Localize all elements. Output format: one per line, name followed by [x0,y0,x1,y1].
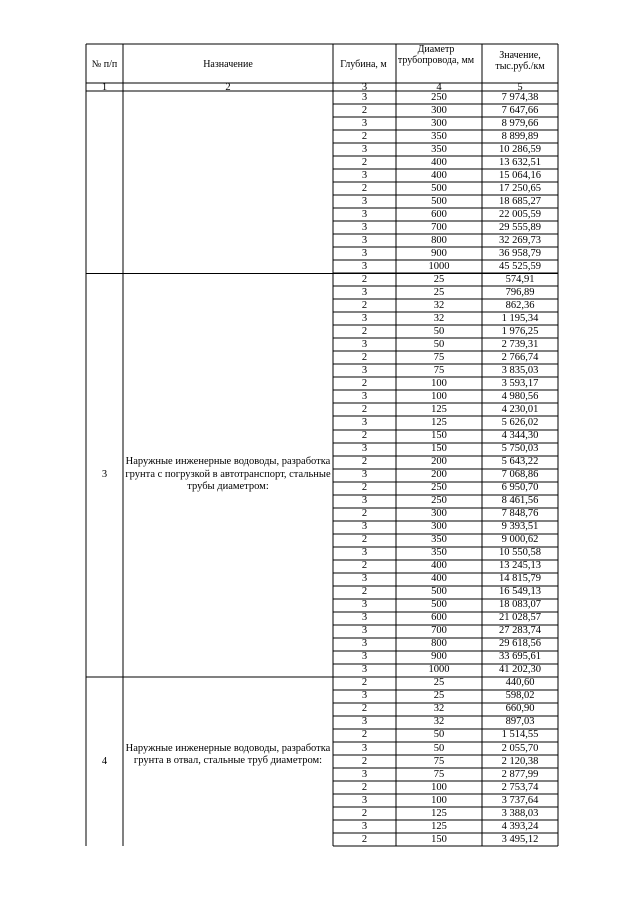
diameter-cell: 125 [431,807,447,819]
depth-cell: 2 [361,456,368,468]
header-depth: Глубина, м [340,59,387,70]
depth-cell: 3 [361,91,368,103]
depth-cell: 3 [361,234,368,246]
value-cell: 3 737,64 [501,794,539,806]
value-cell: 660,90 [505,703,535,715]
depth-cell: 2 [361,508,368,520]
depth-cell: 2 [361,755,368,767]
diameter-cell: 75 [433,768,445,780]
value-cell: 9 000,62 [501,534,539,546]
column-number: 4 [436,82,442,93]
value-cell: 4 230,01 [501,403,539,415]
value-cell: 4 344,30 [501,430,539,442]
depth-cell: 3 [361,443,368,455]
value-cell: 3 388,03 [501,807,539,819]
diameter-cell: 800 [431,234,447,246]
diameter-cell: 350 [431,547,447,559]
diameter-cell: 25 [433,286,445,298]
depth-cell: 3 [361,625,368,637]
header-diameter: Диаметр трубопровода, мм [397,44,475,66]
value-cell: 27 283,74 [499,625,541,637]
depth-cell: 2 [361,430,368,442]
diameter-cell: 200 [431,456,447,468]
depth-cell: 2 [361,299,368,311]
diameter-cell: 500 [431,586,447,598]
diameter-cell: 400 [431,156,447,168]
diameter-cell: 250 [431,91,447,103]
depth-cell: 2 [361,325,368,337]
diameter-cell: 75 [433,351,445,363]
depth-cell: 3 [361,221,368,233]
value-cell: 6 950,70 [501,482,539,494]
header-number: № п/п [91,59,118,70]
depth-cell: 3 [361,117,368,129]
depth-cell: 3 [361,599,368,611]
diameter-cell: 700 [431,221,447,233]
value-cell: 15 064,16 [499,169,541,181]
depth-cell: 3 [361,573,368,585]
depth-cell: 2 [361,482,368,494]
value-cell: 18 083,07 [499,599,541,611]
diameter-cell: 100 [431,377,447,389]
diameter-cell: 700 [431,625,447,637]
diameter-cell: 250 [431,482,447,494]
value-cell: 2 055,70 [501,742,539,754]
depth-cell: 2 [361,104,368,116]
depth-cell: 3 [361,612,368,624]
header-purpose: Назначение [203,59,253,70]
value-cell: 2 739,31 [501,338,539,350]
depth-cell: 2 [361,586,368,598]
depth-cell: 2 [361,534,368,546]
depth-cell: 2 [361,377,368,389]
diameter-cell: 500 [431,599,447,611]
value-cell: 8 979,66 [501,117,539,129]
diameter-cell: 500 [431,182,447,194]
value-cell: 29 555,89 [499,221,541,233]
depth-cell: 3 [361,390,368,402]
depth-cell: 3 [361,208,368,220]
diameter-cell: 300 [431,521,447,533]
diameter-cell: 350 [431,143,447,155]
value-cell: 2 877,99 [501,768,539,780]
depth-cell: 2 [361,351,368,363]
column-number: 5 [517,82,523,93]
diameter-cell: 300 [431,104,447,116]
diameter-cell: 600 [431,208,447,220]
value-cell: 14 815,79 [499,573,541,585]
value-cell: 574,91 [505,273,535,285]
depth-cell: 3 [361,417,368,428]
diameter-cell: 900 [431,651,447,663]
value-cell: 1 976,25 [501,325,539,337]
diameter-cell: 150 [431,833,447,845]
group-number: 4 [101,755,108,767]
group-number: 3 [101,469,108,481]
diameter-cell: 32 [433,299,445,311]
depth-cell: 3 [361,247,368,259]
diameter-cell: 100 [431,794,447,806]
value-cell: 7 647,66 [501,104,539,116]
value-cell: 4 980,56 [501,390,539,402]
diameter-cell: 400 [431,169,447,181]
diameter-cell: 25 [433,273,445,285]
diameter-cell: 500 [431,195,447,207]
value-cell: 16 549,13 [499,586,541,598]
diameter-cell: 125 [431,417,447,428]
value-cell: 36 958,79 [499,247,541,259]
value-cell: 10 286,59 [499,143,541,155]
value-cell: 29 618,56 [499,638,541,650]
diameter-cell: 150 [431,430,447,442]
depth-cell: 3 [361,638,368,650]
depth-cell: 2 [361,807,368,819]
diameter-cell: 50 [433,338,445,350]
value-cell: 3 835,03 [501,364,539,376]
value-cell: 9 393,51 [501,521,539,533]
depth-cell: 3 [361,690,368,702]
depth-cell: 2 [361,729,368,741]
depth-cell: 3 [361,469,368,481]
value-cell: 17 250,65 [499,182,541,194]
depth-cell: 2 [361,130,368,142]
depth-cell: 2 [361,560,368,572]
diameter-cell: 1000 [428,664,450,676]
depth-cell: 2 [361,273,368,285]
value-cell: 440,60 [505,677,535,689]
depth-cell: 3 [361,651,368,663]
diameter-cell: 32 [433,703,445,715]
depth-cell: 2 [361,833,368,845]
column-number: 2 [225,82,231,93]
column-number: 1 [101,82,108,93]
value-cell: 5 750,03 [501,443,539,455]
diameter-cell: 75 [433,755,445,767]
value-cell: 18 685,27 [499,195,541,207]
depth-cell: 3 [361,169,368,181]
diameter-cell: 50 [433,742,445,754]
depth-cell: 3 [361,495,368,507]
value-cell: 2 753,74 [501,781,539,793]
diameter-cell: 125 [431,403,447,415]
depth-cell: 3 [361,260,368,272]
depth-cell: 2 [361,781,368,793]
value-cell: 7 068,86 [501,469,539,481]
depth-cell: 3 [361,547,368,559]
value-cell: 33 695,61 [499,651,541,663]
group-description: Наружные инженерные водоводы, разработка грунта в отвал, стальные труб диаметром: [125,742,331,767]
value-cell: 13 245,13 [499,560,541,572]
depth-cell: 2 [361,677,368,689]
diameter-cell: 32 [433,716,445,728]
depth-cell: 3 [361,664,368,676]
diameter-cell: 125 [431,820,447,832]
value-cell: 598,02 [505,690,535,702]
diameter-cell: 400 [431,560,447,572]
diameter-cell: 50 [433,729,445,741]
value-cell: 3 495,12 [501,833,539,845]
column-number: 3 [361,82,368,93]
depth-cell: 2 [361,156,368,168]
value-cell: 5 626,02 [501,417,539,428]
value-cell: 4 393,24 [501,820,539,832]
value-cell: 45 525,59 [499,260,541,272]
depth-cell: 3 [361,143,368,155]
value-cell: 1 514,55 [501,729,539,741]
depth-cell: 2 [361,403,368,415]
diameter-cell: 150 [431,443,447,455]
depth-cell: 3 [361,716,368,728]
value-cell: 1 195,34 [501,312,539,324]
diameter-cell: 200 [431,469,447,481]
value-cell: 897,03 [505,716,535,728]
value-cell: 22 005,59 [499,208,541,220]
value-cell: 13 632,51 [499,156,541,168]
depth-cell: 3 [361,768,368,780]
diameter-cell: 25 [433,677,445,689]
diameter-cell: 100 [431,390,447,402]
depth-cell: 3 [361,794,368,806]
depth-cell: 3 [361,820,368,832]
value-cell: 41 202,30 [499,664,541,676]
depth-cell: 3 [361,742,368,754]
diameter-cell: 350 [431,534,447,546]
diameter-cell: 900 [431,247,447,259]
value-cell: 2 766,74 [501,351,539,363]
depth-cell: 2 [361,703,368,715]
header-value: Значение, тыс.руб./км [495,50,545,72]
diameter-cell: 75 [433,364,445,376]
value-cell: 7 848,76 [501,508,539,520]
diameter-cell: 25 [433,690,445,702]
value-cell: 8 899,89 [501,130,539,142]
diameter-cell: 32 [433,312,445,324]
group-description: Наружные инженерные водоводы, разработка грунта с погрузкой в автотранспорт, стальные трубы диаметром: [125,456,331,493]
diameter-cell: 400 [431,573,447,585]
value-cell: 796,89 [505,286,535,298]
value-cell: 8 461,56 [501,495,539,507]
value-cell: 10 550,58 [499,547,541,559]
diameter-cell: 300 [431,508,447,520]
diameter-cell: 50 [433,325,445,337]
depth-cell: 3 [361,338,368,350]
depth-cell: 3 [361,312,368,324]
value-cell: 2 120,38 [501,755,539,767]
diameter-cell: 250 [431,495,447,507]
depth-cell: 2 [361,182,368,194]
depth-cell: 3 [361,195,368,207]
depth-cell: 3 [361,286,368,298]
diameter-cell: 800 [431,638,447,650]
value-cell: 21 028,57 [499,612,541,624]
diameter-cell: 350 [431,130,447,142]
value-cell: 3 593,17 [501,377,539,389]
value-cell: 32 269,73 [499,234,541,246]
diameter-cell: 100 [431,781,447,793]
diameter-cell: 1000 [428,260,450,272]
diameter-cell: 600 [431,612,447,624]
value-cell: 862,36 [505,299,535,311]
depth-cell: 3 [361,364,368,376]
value-cell: 5 643,22 [501,456,539,468]
value-cell: 7 974,38 [501,91,539,103]
depth-cell: 3 [361,521,368,533]
diameter-cell: 300 [431,117,447,129]
